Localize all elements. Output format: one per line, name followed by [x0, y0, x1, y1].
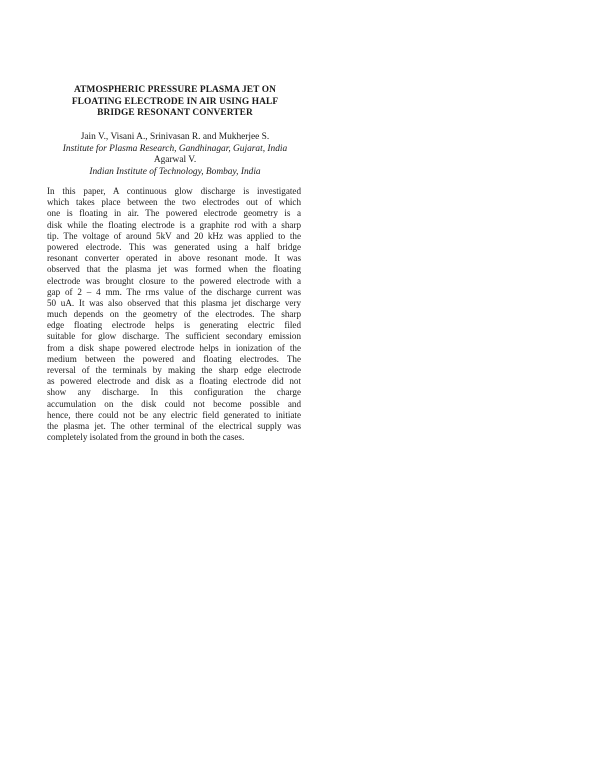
- abstract-line: gap of 2 – 4 mm. The rms value of the discharge current was: [47, 286, 301, 297]
- abstract-line: resonant converter operated in above resonant mode. It was: [47, 253, 301, 264]
- author-names-2: Agarwal V.: [153, 155, 197, 165]
- abstract-line: powered electrode. This was generated using a half bridge: [47, 241, 301, 252]
- title-line: ATMOSPHERIC PRESSURE PLASMA JET ON: [73, 85, 277, 95]
- abstract-line: tip. The voltage of around 5kV and 20 kHz was applied to the: [47, 230, 301, 241]
- abstract-line: medium between the powered and floating electrodes. The: [47, 353, 301, 364]
- abstract-line: disk while the floating electrode is a graphite rod with a sharp: [47, 219, 301, 230]
- abstract-line: reversal of the terminals by making the sharp edge electrode: [47, 365, 301, 375]
- affiliation-2: Indian Institute of Technology, Bombay, India: [89, 166, 261, 177]
- abstract-line: one is floating in air. The powered electrode geometry is a: [47, 208, 301, 219]
- abstract-line: suitable for glow discharge. The sufficient secondary emission: [47, 331, 301, 342]
- abstract-line: edge floating electrode helps is generating electric filed: [47, 320, 301, 331]
- author-names-1: Jain V., Visani A., Srinivasan R. and Mukherjee S.: [80, 132, 270, 142]
- abstract-line: as powered electrode and disk as a floating electrode did not: [47, 376, 301, 387]
- title-line: FLOATING ELECTRODE IN AIR USING HALF: [71, 96, 279, 107]
- abstract-line: hence, there could not be any electric field generated to initiate: [47, 409, 301, 420]
- abstract-line: accumulation on the disk could not become possible and: [47, 398, 301, 409]
- abstract: [47, 186, 301, 443]
- abstract-line: the plasma jet. The other terminal of the electrical supply was: [47, 420, 301, 431]
- abstract-line: from a disk shape powered electrode helps in ionization of the: [47, 342, 301, 353]
- abstract-line: completely isolated from the ground in both the cases.: [47, 432, 245, 443]
- abstract-line: 50 uA. It was also observed that this plasma jet discharge very: [47, 297, 301, 308]
- paper-title: [50, 85, 300, 120]
- authors-block: [40, 132, 310, 178]
- abstract-line: much depends on the geometry of the electrodes. The sharp: [47, 309, 301, 320]
- abstract-line: which takes place between the two electrodes out of which: [47, 197, 301, 208]
- abstract-line: In this paper, A continuous glow discharge is investigated: [47, 186, 301, 196]
- abstract-line: show any discharge. In this configuration the charge: [47, 387, 301, 398]
- affiliation-1: Institute for Plasma Research, Gandhinagar, Gujarat, India: [62, 143, 288, 154]
- title-line: BRIDGE RESONANT CONVERTER: [97, 108, 253, 118]
- abstract-line: observed that the plasma jet was formed when the floating: [47, 264, 301, 275]
- abstract-line: electrode was brought closure to the powered electrode with a: [47, 275, 301, 286]
